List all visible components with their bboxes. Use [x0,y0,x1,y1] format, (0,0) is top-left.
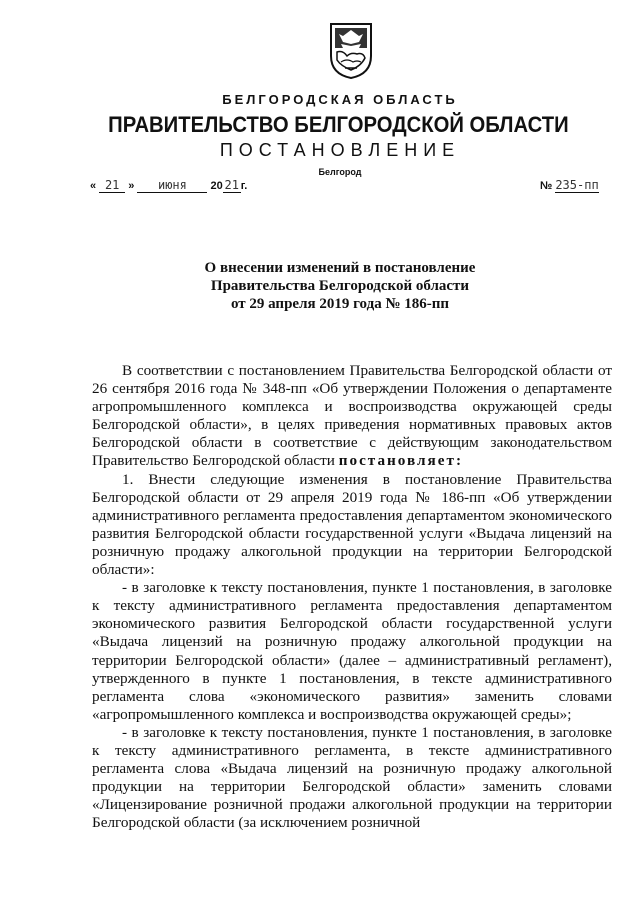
date-year-prefix: 20 [210,180,223,192]
date-year-suffix: 21 [224,178,239,192]
number-value: 235-пп [555,178,599,192]
paragraph-preamble [92,362,612,471]
resolves-keyword: постановляет: [338,452,464,470]
date-year-unit: г. [240,180,248,192]
document-body [92,362,612,832]
number-prefix: № [540,180,553,192]
city-name: Белгород [318,167,362,177]
document-title [0,259,640,313]
preamble-text: В соответствии с постановлением Правительства Белгородской области от 26 сентября 2016 года № 348-пп «Об утверждении Положения о департаменте агропромышленного комплекса и воспроизводства окружающей среды Белгородской области», в целях приведения нормативных правовых актов Белгородской области в соответствие с действующим законодательством Правительство Белгородской области [92,362,612,470]
date-open-quote: « [90,180,97,192]
decree-date [90,178,247,193]
date-month: июня [137,178,207,193]
decree-number [540,178,599,193]
title-line-2: Правительства Белгородской области [210,278,470,294]
paragraph-item-1: 1. Внести следующие изменения в постановление Правительства Белгородской области от 29 апреля 2019 года № 186-пп «Об утверждении административного регламента предоставления департаментом экономического развития Белгородской области государственной услуги «Выдача лицензий на розничную продажу алкогольной продукции на территории Белгородской области»: [92,470,612,579]
title-line-3: от 29 апреля 2019 года № 186-пп [230,296,450,312]
date-close-quote: » [128,180,135,192]
title-line-1: О внесении изменений в постановление [204,260,476,276]
belgorod-coat-of-arms-icon [329,22,373,80]
document-type: ПОСТАНОВЛЕНИЕ [219,140,461,160]
paragraph-dash-1: - в заголовке к тексту постановления, пункте 1 постановления, в заголовке к тексту административного регламента предоставления департаментом экономического развития Белгородской области государственной услуги «Выдача лицензий на розничную продажу алкогольной продукции на территории Белгородской области» (далее – административный регламент), утвержденного в пункте 1 постановления, в тексте административного регламента слова «экономического развития» заменить словами «агропромышленного комплекса и воспроизводства окружающей среды»; [92,579,612,723]
paragraph-dash-2: - в заголовке к тексту постановления, пункте 1 постановления, в заголовке к тексту административного регламента, в тексте административного регламента слова «Выдача лицензий на розничную продажу алкогольной продукции на территории Белгородской области» заменить словами «Лицензирование розничной продажи алкогольной продукции на территории Белгородской области (за исключением розничной [92,723,612,832]
government-name: ПРАВИТЕЛЬСТВО БЕЛГОРОДСКОЙ ОБЛАСТИ [108,112,569,137]
region-name: БЕЛГОРОДСКАЯ ОБЛАСТЬ [222,92,458,107]
date-day: 21 [99,178,125,193]
